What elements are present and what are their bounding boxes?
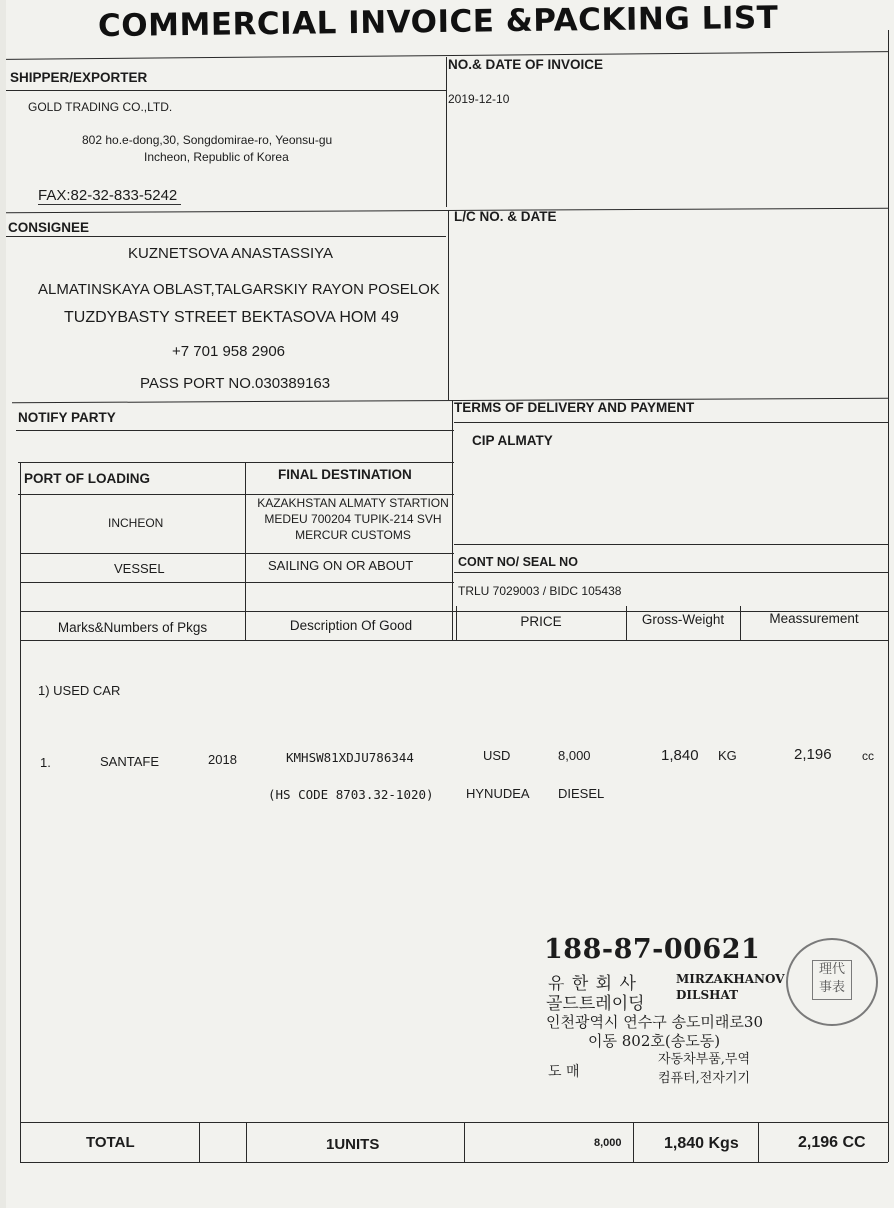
divider [454,544,888,545]
divider [20,1162,888,1163]
stamp-address-1: 인천광역시 연수구 송도미래로30 [546,1013,763,1031]
column-measurement: Meassurement [769,611,859,626]
destination-line-2: MEDEU 700204 TUPIK-214 SVH [264,512,442,526]
divider [454,572,888,573]
divider [18,494,454,495]
stamp-representative-1: MIRZAKHANOV [676,972,785,986]
stamp-company-name: 골드트레이딩 [546,994,645,1014]
column-description: Description Of Good [289,618,413,633]
divider [448,210,449,400]
port-of-loading-label: PORT OF LOADING [24,471,150,486]
item-year: 2018 [208,752,237,767]
shipper-label: SHIPPER/EXPORTER [10,70,148,85]
shipper-name: GOLD TRADING CO.,LTD. [28,100,173,114]
shipper-address-1: 802 ho.e-dong,30, Songdomirae-ro, Yeonsu-gu [82,133,333,147]
shipper-fax: FAX:82-32-833-5242 [38,187,181,205]
divider [16,430,454,431]
vessel-label: VESSEL [114,561,165,576]
divider [20,553,454,554]
item-make: HYNUDEA [466,786,530,801]
stamp-business-item-2: 컴퓨터,전자기기 [658,1071,751,1086]
stamp-business-item-1: 자동차부품,무역 [658,1052,751,1067]
stamp-address-2: 이동 802호(송도동) [588,1032,721,1050]
invoice-label: NO.& DATE OF INVOICE [448,57,604,72]
divider [758,1122,759,1162]
total-displacement: 2,196 CC [798,1134,866,1151]
destination-line-3: MERCUR CUSTOMS [295,528,411,542]
invoice-date: 2019-12-10 [448,92,510,106]
divider [6,208,888,214]
total-price: 8,000 [594,1137,622,1149]
item-currency: USD [483,748,511,763]
column-price: PRICE [520,614,562,629]
item-fuel: DIESEL [558,786,605,801]
consignee-name: KUZNETSOVA ANASTASSIYA [128,245,334,262]
divider [20,640,888,641]
item-vin: KMHSW81XDJU786344 [286,750,414,765]
consignee-passport: PASS PORT NO.030389163 [140,375,331,392]
divider [452,400,453,640]
destination-line-1: KAZAKHSTAN ALMATY STARTION [257,496,449,510]
stamp-company-type: 유 한 회 사 [548,974,637,994]
lc-label: L/C NO. & DATE [454,209,557,224]
divider [20,582,454,583]
divider [199,1122,200,1162]
total-weight: 1,840 Kgs [664,1135,739,1152]
consignee-phone: +7 701 958 2906 [172,343,286,360]
divider [245,462,246,640]
seal-lettering: 理代事表 [818,962,845,995]
divider [633,1122,634,1162]
column-gross-weight: Gross-Weight [641,612,725,627]
consignee-address-2: TUZDYBASTY STREET BEKTASOVA HOM 49 [64,309,399,326]
container-value: TRLU 7029003 / BIDC 105438 [458,584,622,598]
divider [454,422,888,423]
total-units: 1UNITS [326,1136,380,1153]
consignee-label: CONSIGNEE [8,220,90,235]
final-destination-label: FINAL DESTINATION [278,467,412,482]
divider [6,90,446,91]
company-seal [786,938,878,1026]
item-displacement-unit: cc [862,749,874,763]
item-hs-code: (HS CODE 8703.32-1020) [268,787,434,802]
stamp-representative-2: DILSHAT [676,988,739,1002]
item-displacement: 2,196 [794,746,832,763]
divider [12,398,888,404]
stamp-business-type: 도 매 [548,1064,580,1080]
item-weight-unit: KG [718,748,737,763]
goods-heading: 1) USED CAR [38,683,121,698]
item-number: 1. [40,755,51,770]
divider [18,462,454,463]
port-of-loading-value: INCHEON [108,516,164,530]
divider [888,30,889,1162]
item-model: SANTAFE [100,754,159,769]
column-marks: Marks&Numbers of Pkgs [57,620,208,635]
container-label: CONT NO/ SEAL NO [458,555,578,569]
document-title: COMMERCIAL INVOICE &PACKING LIST [97,0,779,45]
shipper-address-2: Incheon, Republic of Korea [144,150,289,164]
consignee-address-1: ALMATINSKAYA OBLAST,TALGARSKIY RAYON POSELOK [38,281,440,298]
invoice-page [6,0,894,1208]
sailing-label: SAILING ON OR ABOUT [268,558,414,573]
item-price: 8,000 [558,748,591,763]
seal-text [812,960,852,1000]
divider [6,236,446,237]
divider [464,1122,465,1162]
notify-label: NOTIFY PARTY [18,410,116,425]
total-label: TOTAL [86,1134,135,1151]
terms-label: TERMS OF DELIVERY AND PAYMENT [454,400,695,415]
stamp-registration-number: 188-87-00621 [544,934,761,965]
terms-value: CIP ALMATY [472,433,553,448]
divider [20,462,21,1162]
divider [246,1122,247,1162]
divider [446,57,447,207]
item-weight: 1,840 [661,747,699,764]
